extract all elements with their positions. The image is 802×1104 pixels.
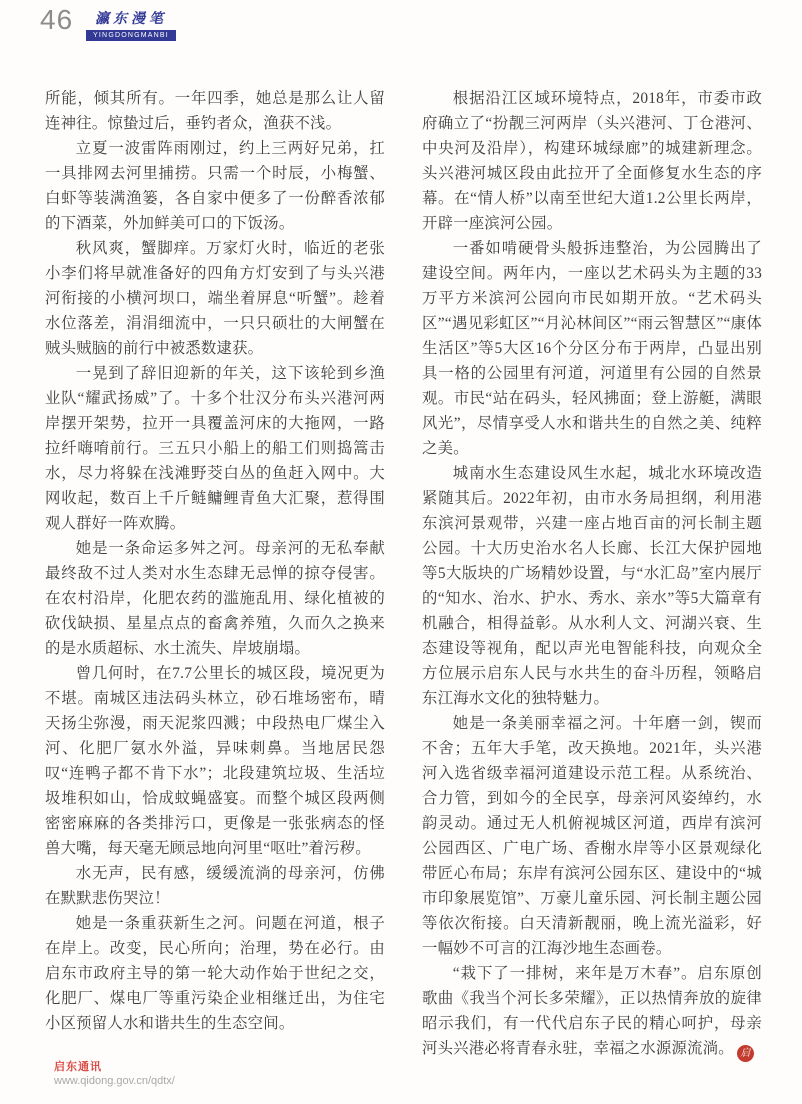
paragraph: 秋风爽，蟹脚痒。万家灯火时，临近的老张小李们将早就准备好的四角方灯安到了与头兴港河衔接的小横河坝口，端坐着屏息“听蟹”。趁着水位落差，涓涓细流中，一只只硕壮的大闸蟹在贼头贼脑的前行中被悉数逮获。 (45, 240, 385, 357)
paragraph: 她是一条命运多舛之河。母亲河的无私奉献最终敌不过人类对水生态肆无忌惮的掠夺侵害。在农村沿岸，化肥农药的滥施乱用、绿化植被的砍伐缺损、星星点点的畜禽养殖，久而久之换来的是水质超标、水土流失、岸坡崩塌。 (45, 540, 385, 657)
paragraph: 一晃到了辞旧迎新的年关，这下该轮到乡渔业队“耀武扬威”了。十多个壮汉分布头兴港河两岸摆开架势，拉开一具覆盖河床的大拖网，一路拉纤嗨唷前行。三五只小船上的船工们则捣篙击水，尽力将躲在浅滩野茭白丛的鱼赶入网中。大网收起，数百上千斤鲢鳙鲤青鱼大汇聚，惹得围观人群好一阵欢腾。 (45, 365, 385, 532)
paragraph: 所能，倾其所有。一年四季，她总是那么让人留连神往。惊蛰过后，垂钓者众，渔获不浅。 (45, 90, 385, 132)
page-footer (54, 1061, 175, 1088)
left-column (45, 86, 385, 1062)
publication-url: www.qidong.gov.cn/qdtx/ (54, 1075, 175, 1087)
paragraph: 立夏一波雷阵雨刚过，约上三两好兄弟，扛一具排网去河里捕捞。只需一个时辰，小梅蟹、白虾等装满渔篓，各自家中便多了一份醉香浓郁的下酒菜，外加鲜美可口的下饭汤。 (45, 140, 385, 232)
column-masthead (86, 8, 176, 41)
article-body (45, 86, 762, 1062)
paragraph: 城南水生态建设风生水起，城北水环境改造紧随其后。2022年初，由市水务局担纲，利用港东滨河景观带，兴建一座占地百亩的河长制主题公园。十大历史治水名人长廊、长江大保护园地等5大版块的广场精妙设置，与“水汇岛”室内展厅的“知水、治水、护水、秀水、亲水”等5大篇章有机融合，相得益彰。从水利人文、河湖兴衰、生态建设等视角，配以声光电智能科技，向观众全方位展示启东人民与水共生的奋斗历程，领略启东江海水文化的独特魅力。 (422, 465, 762, 707)
publication-name: 启东通讯 (54, 1061, 102, 1073)
last-paragraph (422, 961, 762, 1062)
paragraph: 水无声，民有感，缓缓流淌的母亲河，仿佛在默默悲伤哭泣！ (45, 865, 385, 907)
paragraph-text: “栽下了一排树，来年是万木春”。启东原创歌曲《我当个河长多荣耀》，正以热情奔放的旋律昭示我们，有一代代启东子民的精心呵护，母亲河头兴港必将青春永驻，幸福之水源源流淌。 (422, 965, 762, 1057)
paragraph: 一番如啃硬骨头般拆违整治，为公园腾出了建设空间。两年内，一座以艺术码头为主题的33万平方米滨河公园向市民如期开放。“艺术码头区”“遇见彩虹区”“月沁林间区”“雨云智慧区”“康体生活区”等5大区16个分区分布于两岸，凸显出别具一格的公园里有河道，河道里有公园的自然景观。市民“站在码头，轻风拂面；登上游艇，满眼风光”，尽情享受人水和谐共生的自然之美、纯粹之美。 (422, 240, 762, 457)
column-title: 瀛东漫笔 (95, 12, 167, 27)
page-number: 46 (40, 4, 74, 35)
paragraph: 她是一条美丽幸福之河。十年磨一剑，锲而不舍；五年大手笔，改天换地。2021年，头兴港河入选省级幸福河道建设示范工程。从系统治、合力管，到如今的全民享，母亲河风姿绰约，水韵灵动。通过无人机俯视城区河道，西岸有滨河公园西区、广电广场、香榭水岸等小区景观绿化带匠心布局；东岸有滨河公园东区、建设中的“城市印象展览馆”、万豪儿童乐园、河长制主题公园等依次衔接。白天清新靓丽，晚上流光溢彩，好一幅妙不可言的江海沙地生态画卷。 (422, 715, 762, 957)
paragraph: 曾几何时，在7.7公里长的城区段，境况更为不堪。南城区违法码头林立，砂石堆场密布，晴天扬尘弥漫，雨天泥浆四溅；中段热电厂煤尘入河、化肥厂氨水外溢，异味刺鼻。当地居民怨叹“连鸭子都不肯下水”；北段建筑垃圾、生活垃圾堆积如山，恰成蚊蝇盛宴。而整个城区段两侧密密麻麻的各类排污口，更像是一张张病态的怪兽大嘴，每天毫无顾忌地向河里“呕吐”着污秽。 (45, 665, 385, 857)
paragraph: 根据沿江区域环境特点，2018年，市委市政府确立了“扮靓三河两岸（头兴港河、丁仓港河、中央河及沿岸），构建环城绿廊”的城建新理念。头兴港河城区段由此拉开了全面修复水生态的序幕。在“情人桥”以南至世纪大道1.2公里长两岸，开辟一座滨河公园。 (422, 90, 762, 232)
paragraph: 她是一条重获新生之河。问题在河道，根子在岸上。改变，民心所向；治理，势在必行。由启东市政府主导的第一轮大动作始于世纪之交，化肥厂、煤电厂等重污染企业相继迁出，为住宅小区预留人水和谐共生的生态空间。 (45, 915, 385, 1032)
right-column (422, 86, 762, 1062)
end-seal-icon: 启 (737, 1045, 754, 1062)
column-title-pinyin: YINGDONGMANBI (86, 30, 176, 41)
